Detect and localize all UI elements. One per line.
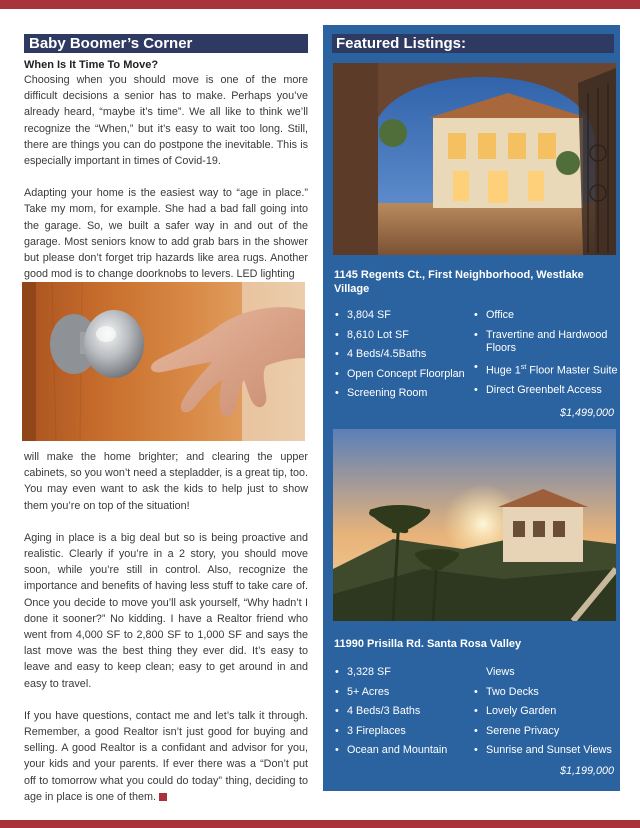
- feature-item: [473, 361, 619, 378]
- feature-item: • 4 Beds/3 Baths: [334, 705, 474, 718]
- paragraph-1: Choosing when you should move is one of the more difficult decisions a senior has to make. Perhaps you’ve already heard, “maybe it’s time”. We all like to think we’ll recognize the “When,” but it’s easy to wait too long. Still, there are things you can do postpone the inevitable. This is especially important in times of Covid-19.: [24, 74, 308, 168]
- listing-2-price: $1,199,000: [559, 765, 614, 777]
- feature-item: • Office: [473, 309, 619, 322]
- feature-item: • Sunrise and Sunset Views: [473, 744, 619, 757]
- listing-1-address: 1145 Regents Ct., First Neighborhood, Westlake Village: [334, 269, 584, 295]
- featured-title: Featured Listings:: [332, 34, 614, 53]
- featured-listings-panel: [323, 25, 620, 791]
- section-title: Baby Boomer’s Corner: [24, 34, 308, 53]
- listing-1-photo: [333, 63, 616, 255]
- paragraph-3: Aging in place is a big deal but so is being proactive and realistic. Clearly if you’re in a 2 story, you should move soon, while you’re still in control. Also, recognize the importance and benefits of having less stuff to take care of. Once you decide to move you’ll ask yourself, “Why hadn’t I done it sooner?” No kidding. I have a Realtor friend who went from 4,000 SF to 2,800 SF to 1,000 SF and says the last move was the best thing they ever did. It’s easy to leave and easy to keep clean; easy to get around in and easy to travel.: [24, 531, 308, 690]
- listing-2-features-left: [334, 666, 474, 764]
- paragraph-2-continued: will make the home brighter; and clearing the upper cabinets, so you won’t need a stepladder, is a great tip, too. You may even want to ask the kids to help just to show them you’re on top of the situation!: [24, 451, 308, 512]
- paragraph-4-text: If you have questions, contact me and let’s talk it through. Remember, a good Realtor isn’t just good for buying and selling. A good Realtor is a confidant and advisor for you, your kids and your parents. If ever there was a “Don’t put off to tomorrow what you could do today” thing, deciding to age in place is one of them.: [24, 709, 308, 803]
- listing-2-photo: [333, 429, 616, 621]
- feature-item: • Screening Room: [334, 387, 474, 400]
- top-accent-bar: [0, 0, 640, 9]
- feature-item: • 4 Beds/4.5Baths: [334, 348, 474, 361]
- bottom-accent-bar: [0, 820, 640, 828]
- master-suite-post: Floor Master Suite: [526, 364, 618, 377]
- listing-2-address: 11990 Prisilla Rd. Santa Rosa Valley: [334, 638, 522, 650]
- master-suite-sup: st: [520, 364, 527, 371]
- paragraph-2: Adapting your home is the easiest way to “age in place.” Take my mom, for example. She had a bad fall going into the garage. So, we built a safer way in and out of the garage. Most seniors know to add grab bars in the shower but please don’t forget trip hazards like area rugs. Another good mod is to change doorknobs to levers. LED lighting: [24, 187, 308, 281]
- feature-item: • Travertine and Hardwood Floors: [473, 329, 619, 355]
- feature-item: • Lovely Garden: [473, 705, 619, 718]
- feature-item: • 8,610 Lot SF: [334, 329, 474, 342]
- master-suite-pre: Huge 1: [486, 364, 521, 377]
- listing-1-features-right: [473, 309, 619, 404]
- feature-item: • 3,328 SF: [334, 666, 474, 679]
- feature-item: • Ocean and Mountain: [334, 744, 474, 757]
- listing-2-features-right: [473, 666, 619, 764]
- feature-item: • 3 Fireplaces: [334, 725, 474, 738]
- paragraph-4: [24, 708, 308, 805]
- doorknob-photo: [22, 282, 305, 441]
- baby-boomers-column: [24, 34, 308, 282]
- feature-item: Views: [486, 666, 515, 678]
- feature-item: • Serene Privacy: [473, 725, 619, 738]
- feature-item: • 3,804 SF: [334, 309, 474, 322]
- feature-item: • Direct Greenbelt Access: [473, 384, 619, 397]
- article-subheading: When Is It Time To Move?: [24, 59, 159, 71]
- feature-item: • Two Decks: [473, 686, 619, 699]
- end-mark-icon: [159, 793, 167, 801]
- article-continued: [24, 449, 308, 805]
- listing-1-price: $1,499,000: [559, 407, 614, 419]
- listing-1-features-left: [334, 309, 474, 407]
- feature-item: • Open Concept Floorplan: [334, 368, 474, 381]
- feature-item: • 5+ Acres: [334, 686, 474, 699]
